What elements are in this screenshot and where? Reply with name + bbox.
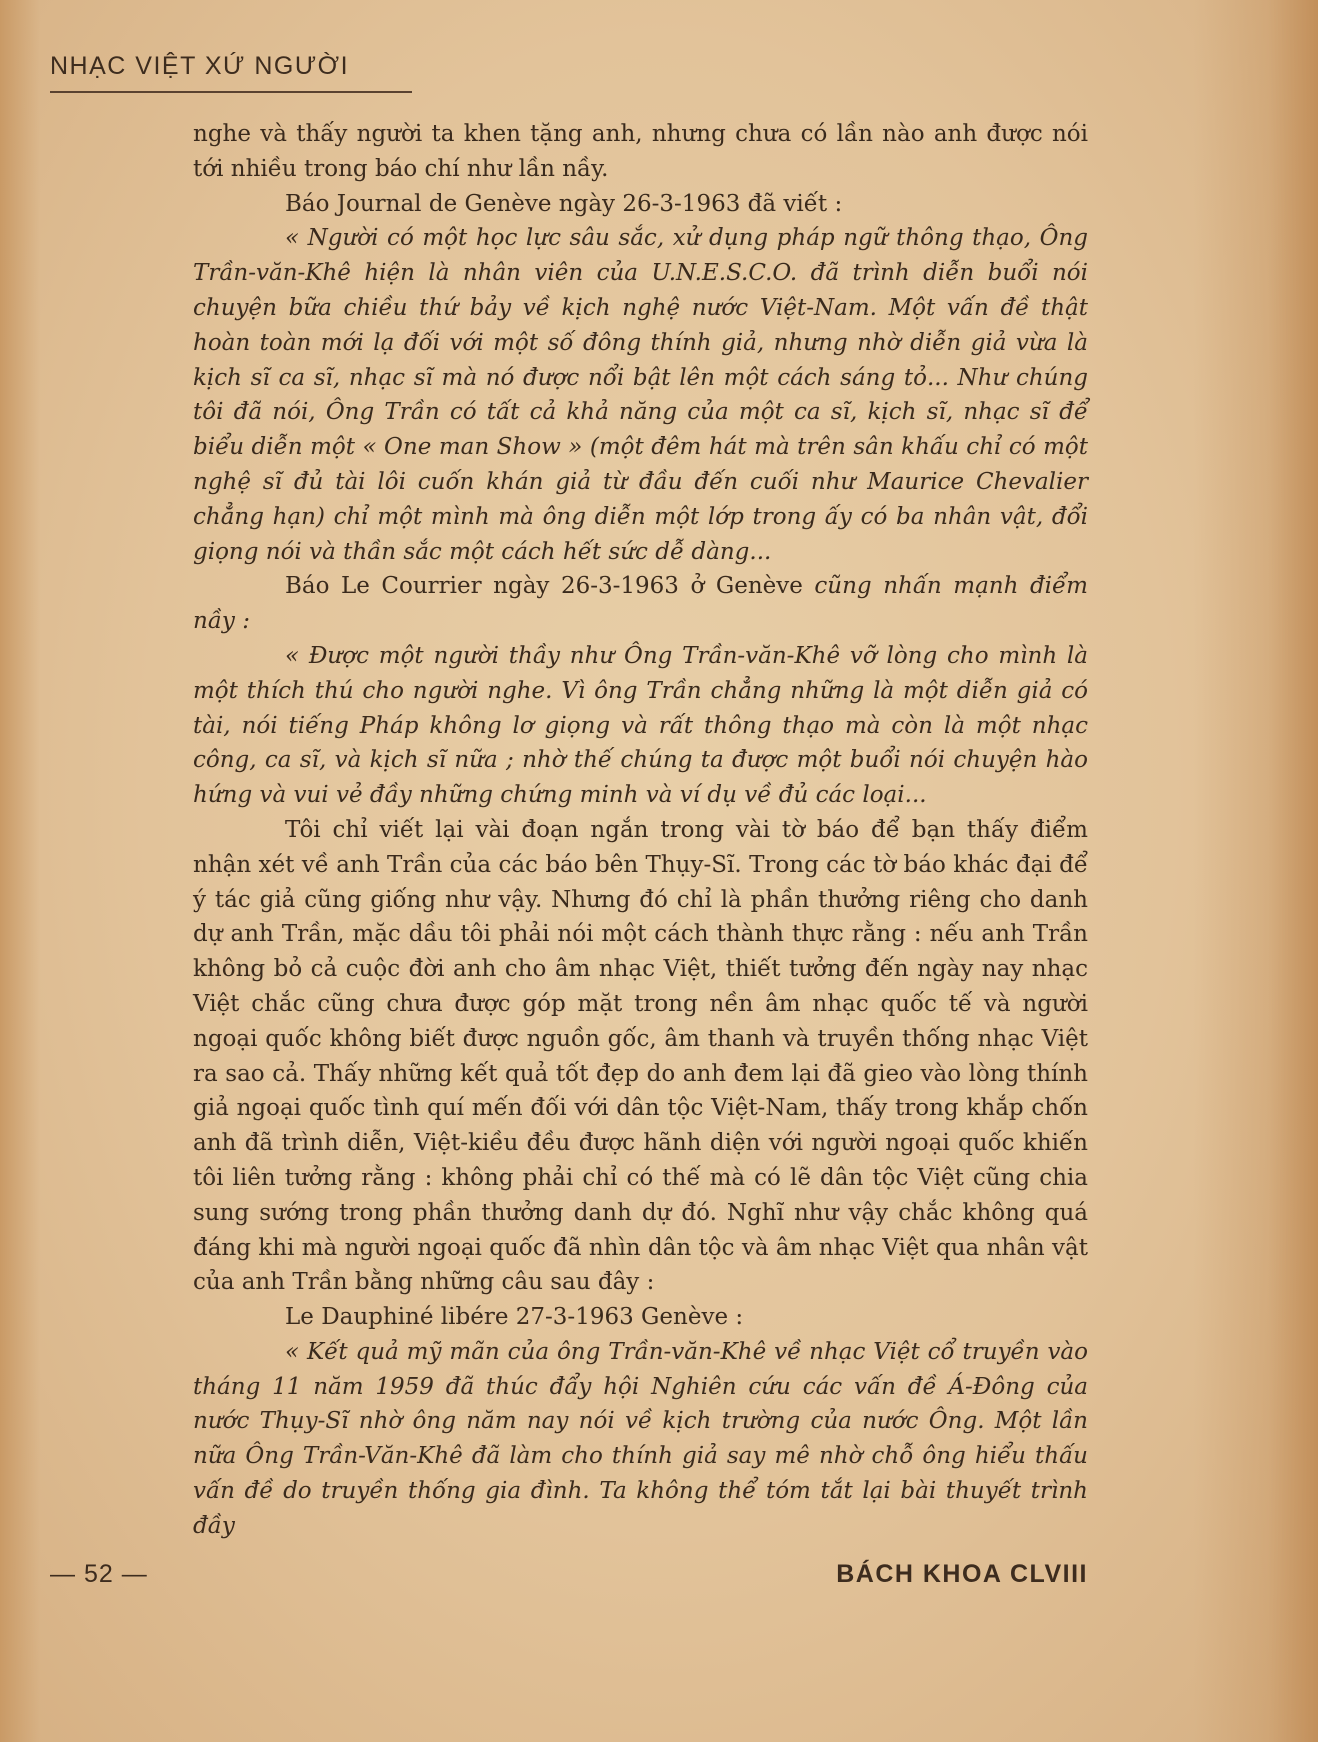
paragraph: Báo Journal de Genève ngày 26-3-1963 đã viết :: [285, 190, 843, 217]
quote-le-courrier: « Được một người thầy như Ông Trần-văn-Khê vỡ lòng cho mình là một thích thú cho người nghe. Vì ông Trần chẳng những là một diễn giả có tài, nói tiếng Pháp không lơ giọng và rất thông thạo mà còn là một nhạc công, ca sĩ, và kịch sĩ nữa ; nhờ thế chúng ta được một buổi nói chuyện hào hứng và vui vẻ đầy những chứng minh và ví dụ về đủ các loại...: [193, 642, 1088, 809]
paragraph-lead: Báo Le Courrier ngày 26-3-1963 ở Genève: [285, 573, 815, 600]
journal-name: BÁCH KHOA CLVIII: [836, 1560, 1088, 1588]
paragraph-tail: cũng nhấn mạnh điểm nầy :: [193, 573, 1088, 635]
quote-le-dauphine: « Kết quả mỹ mãn của ông Trần-văn-Khê về nhạc Việt cổ truyền vào tháng 11 năm 1959 đã thúc đẩy hội Nghiên cứu các vấn đề Á-Đông của nước Thụy-Sĩ nhờ ông năm nay nói về kịch trường của nước Ông. Một lần nữa Ông Trần-Văn-Khê đã làm cho thính giả say mê nhờ chỗ ông hiểu thấu vấn đề do truyền thống gia đình. Ta không thể tóm tắt lại bài thuyết trình đầy: [193, 1338, 1088, 1539]
paragraph: nghe và thấy người ta khen tặng anh, nhưng chưa có lần nào anh được nói tới nhiều trong báo chí như lần nầy.: [193, 121, 1088, 182]
paragraph: Le Dauphiné libére 27-3-1963 Genève :: [285, 1304, 744, 1331]
paragraph: [193, 569, 1088, 639]
paragraph: Tôi chỉ viết lại vài đoạn ngắn trong vài tờ báo để bạn thấy điểm nhận xét về anh Trần của các báo bên Thụy-Sĩ. Trong các tờ báo khác đại để ý tác giả cũng giống như vậy. Nhưng đó chỉ là phần thưởng riêng cho danh dự anh Trần, mặc dầu tôi phải nói một cách thành thực rằng : nếu anh Trần không bỏ cả cuộc đời anh cho âm nhạc Việt, thiết tưởng đến ngày nay nhạc Việt chắc cũng chưa được góp mặt trong nền âm nhạc quốc tế và người ngoại quốc không biết được nguồn gốc, âm thanh và truyền thống nhạc Việt ra sao cả. Thấy những kết quả tốt đẹp do anh đem lại đã gieo vào lòng thính giả ngoại quốc tình quí mến đối với dân tộc Việt-Nam, thấy trong khắp chốn anh đã trình diễn, Việt-kiều đều được hãnh diện với người ngoại quốc khiến tôi liên tưởng rằng : không phải chỉ có thế mà có lẽ dân tộc Việt cũng chia sung sướng trong phần thưởng danh dự đó. Nghĩ như vậy chắc không quá đáng khi mà người ngoại quốc đã nhìn dân tộc và âm nhạc Việt qua nhân vật của anh Trần bằng những câu sau đây :: [193, 816, 1088, 1296]
body-text: [193, 117, 1088, 1544]
running-title: NHẠC VIỆT XỨ NGƯỜI: [50, 52, 412, 93]
page-number: — 52 —: [50, 1560, 148, 1588]
quote-journal-de-geneve: « Người có một học lực sâu sắc, xử dụng pháp ngữ thông thạo, Ông Trần-văn-Khê hiện là nhân viên của U.N.E.S.C.O. đã trình diễn buổi nói chuyện bữa chiều thứ bảy về kịch nghệ nước Việt-Nam. Một vấn đề thật hoàn toàn mới lạ đối với một số đông thính giả, nhưng nhờ diễn giả vừa là kịch sĩ ca sĩ, nhạc sĩ mà nó được nổi bật lên một cách sáng tỏ... Như chúng tôi đã nói, Ông Trần có tất cả khả năng của một ca sĩ, kịch sĩ, nhạc sĩ để biểu diễn một « One man Show » (một đêm hát mà trên sân khấu chỉ có một nghệ sĩ đủ tài lôi cuốn khán giả từ đầu đến cuối như Maurice Chevalier chẳng hạn) chỉ một mình mà ông diễn một lớp trong ấy có ba nhân vật, đổi giọng nói và thần sắc một cách hết sức dễ dàng...: [193, 225, 1088, 565]
